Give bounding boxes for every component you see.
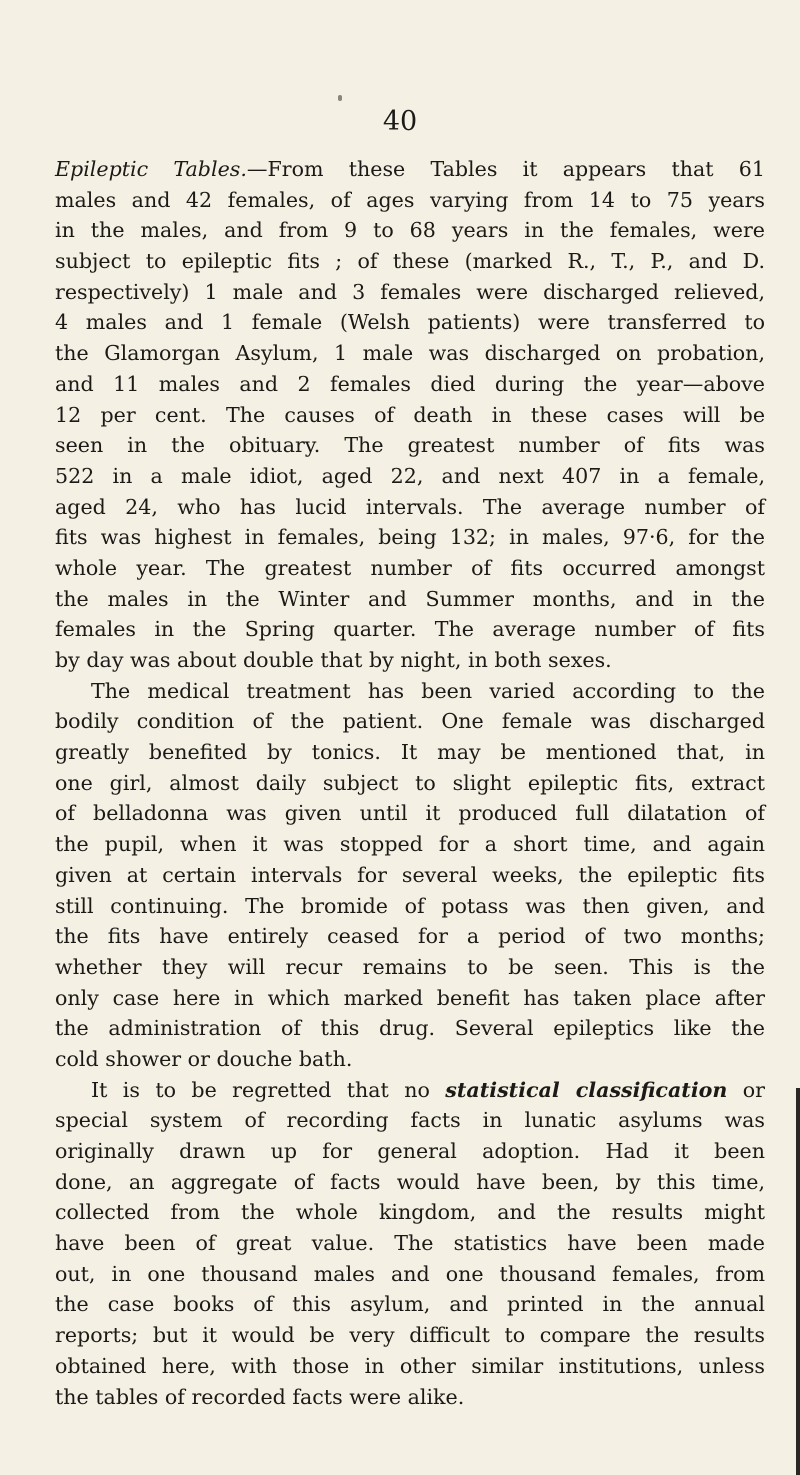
text-line — [55, 614, 765, 645]
text-line — [55, 553, 765, 584]
text-line — [55, 1259, 765, 1290]
text-line-content: 12 per cent. The causes of death in these cases will be — [55, 402, 765, 427]
text-line — [55, 1320, 765, 1351]
text-line — [55, 338, 765, 369]
text-line — [55, 1044, 765, 1075]
text-line — [55, 737, 765, 768]
text-line-content: females in the Spring quarter. The average number of fits — [55, 617, 765, 642]
text-line — [55, 154, 765, 185]
text-line — [55, 921, 765, 952]
text-line — [55, 706, 765, 737]
text-line — [55, 860, 765, 891]
text-line-content: out, in one thousand males and one thousand females, from — [55, 1261, 765, 1286]
emphasized-text: statistical classification — [445, 1077, 728, 1102]
text-line-content: obtained here, with those in other similar institutions, unless — [55, 1353, 765, 1378]
text-line-content: the fits have entirely ceased for a period of two months; — [55, 924, 765, 949]
text-line-content: the Glamorgan Asylum, 1 male was discharged on probation, — [55, 341, 765, 366]
text-line-content: given at certain intervals for several weeks, the epileptic fits — [55, 862, 765, 887]
text-line — [55, 952, 765, 983]
text-line-content: originally drawn up for general adoption. Had it been — [55, 1139, 765, 1163]
text-line-content: whole year. The greatest number of fits occurred amongst — [55, 555, 765, 580]
text-line — [55, 400, 765, 431]
text-line — [55, 1382, 765, 1413]
text-line — [55, 307, 765, 338]
text-line-content: aged 24, who has lucid intervals. The average number of — [55, 494, 765, 519]
text-line-content: fits was highest in females, being 132; in males, 97·6, for the — [55, 525, 765, 550]
text-line-content: still continuing. The bromide of potass was then given, and — [55, 893, 765, 918]
text-line-content: the males in the Winter and Summer months, and in the — [55, 586, 765, 611]
text-line-content: the case books of this asylum, and printed in the annual — [55, 1292, 765, 1317]
text-line-content: and 11 males and 2 females died during the year—above — [55, 371, 765, 396]
text-line — [55, 768, 765, 799]
text-line-content: seen in the obituary. The greatest number of fits was — [55, 433, 765, 458]
text-line — [55, 1167, 765, 1198]
page-number: 40 — [382, 106, 418, 137]
text-line — [55, 246, 765, 277]
text-line-content: collected from the whole kingdom, and the results might — [55, 1200, 765, 1225]
text-line — [55, 1351, 765, 1382]
text-line-content: the administration of this drug. Several epileptics like the — [55, 1016, 765, 1041]
text-line-content: by day was about double that by night, in both sexes. — [55, 648, 612, 672]
text-line-content: respectively) 1 male and 3 females were discharged relieved, — [55, 279, 765, 304]
text-line-content: the tables of recorded facts were alike. — [55, 1384, 465, 1409]
emphasized-text: Epileptic Tables. — [55, 157, 247, 181]
text-line — [55, 829, 765, 860]
text-line-content: 522 in a male idiot, aged 22, and next 407 in a female, — [55, 463, 765, 488]
text-line — [55, 676, 765, 707]
text-line — [55, 1289, 765, 1320]
text-line-content: whether they will recur remains to be seen. This is the — [55, 954, 765, 979]
text-line-content: in the males, and from 9 to 68 years in the females, were — [55, 218, 765, 243]
text-line-content: greatly benefited by tonics. It may be mentioned that, in — [55, 740, 765, 765]
text-line — [55, 492, 765, 523]
text-line — [55, 983, 765, 1014]
text-line-content: the pupil, when it was stopped for a short time, and again — [55, 832, 765, 857]
text-line-content: cold shower or douche bath. — [55, 1046, 353, 1071]
text-line-content: one girl, almost daily subject to slight epileptic fits, extract — [55, 770, 765, 795]
text-line-tail: or — [727, 1077, 765, 1102]
text-line-content: reports; but it would be very difficult to compare the results — [55, 1323, 765, 1348]
text-line — [55, 185, 765, 216]
text-line-content: 4 males and 1 female (Welsh patients) were transferred to — [55, 310, 765, 335]
text-line — [55, 1013, 765, 1044]
ink-speck — [338, 95, 342, 101]
text-line — [55, 891, 765, 922]
text-line — [55, 645, 765, 676]
text-line — [55, 277, 765, 308]
text-line — [55, 522, 765, 553]
text-line — [55, 430, 765, 461]
text-line-content: It is to be regretted that no — [91, 1077, 446, 1102]
text-line-content: special system of recording facts in lunatic asylums was — [55, 1108, 765, 1133]
text-line-content: have been of great value. The statistics have been made — [55, 1231, 765, 1256]
text-line — [55, 1105, 765, 1136]
text-line-content: subject to epileptic fits ; of these (marked R., T., P., and D. — [55, 249, 765, 274]
text-line — [55, 584, 765, 615]
body-text — [55, 154, 765, 1412]
text-line — [55, 1197, 765, 1228]
text-line — [55, 1075, 765, 1106]
page-edge-shadow — [796, 1088, 800, 1475]
text-line-content: of belladonna was given until it produced full dilatation of — [55, 801, 765, 826]
text-line — [55, 1136, 765, 1167]
text-line — [55, 215, 765, 246]
text-line-content: only case here in which marked benefit has taken place after — [55, 985, 765, 1010]
text-line-tail: —From these Tables it appears that 61 — [246, 157, 765, 181]
text-line-content: males and 42 females, of ages varying from 14 to 75 years — [55, 187, 765, 212]
text-line — [55, 798, 765, 829]
text-line — [55, 461, 765, 492]
text-line — [55, 1228, 765, 1259]
text-line — [55, 369, 765, 400]
text-line-content: done, an aggregate of facts would have been, by this time, — [55, 1169, 765, 1194]
text-line-content: The medical treatment has been varied according to the — [91, 678, 765, 703]
text-line-content: bodily condition of the patient. One female was discharged — [55, 709, 765, 734]
